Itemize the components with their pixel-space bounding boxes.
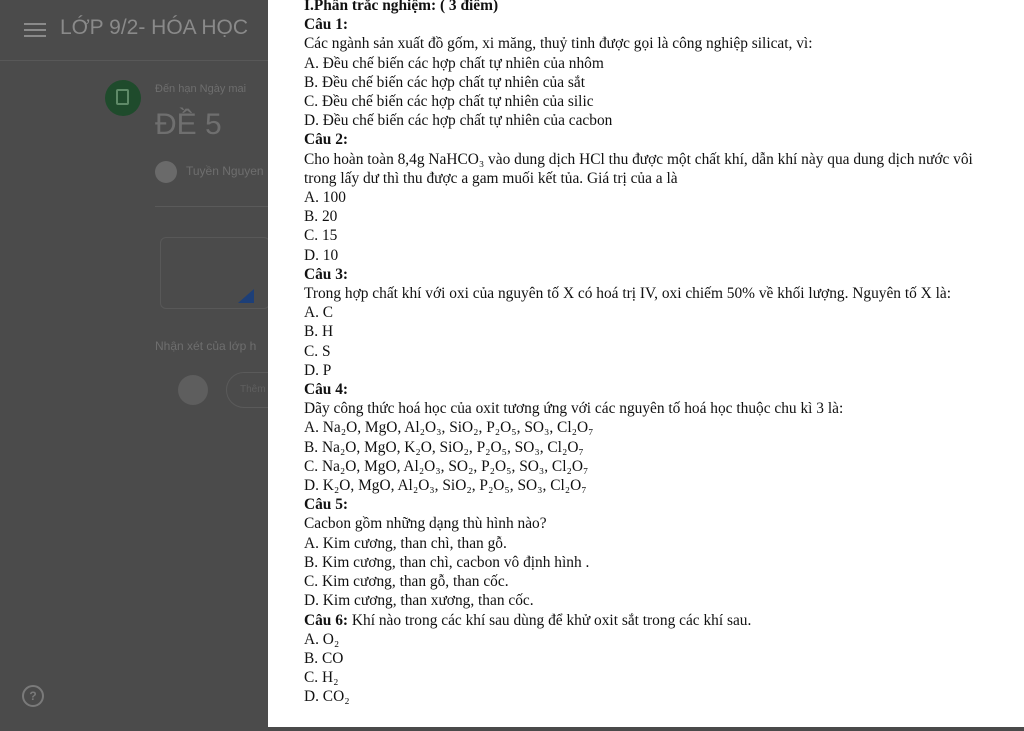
answer-option: A. O₂	[304, 630, 340, 648]
question-text: Cho hoàn toàn 8,4g NaHCO₃ vào dung dịch HCl thu được một chất khí, dẫn khí này qua dung dịch nước vôi trong lấy dư thì thu được a gam muối kết tủa. Giá trị của a là	[304, 150, 973, 187]
question-line	[304, 611, 1004, 630]
question-title: Câu 2:	[304, 131, 349, 149]
answer-option: D. CO₂	[304, 688, 350, 706]
user-avatar	[178, 375, 208, 405]
section-title: I.Phần trắc nghiệm: ( 3 điểm)	[304, 0, 499, 14]
hamburger-menu-icon[interactable]	[24, 20, 46, 38]
divider	[155, 206, 268, 207]
assignment-icon	[105, 80, 141, 116]
assignment-title: ĐỀ 5	[155, 108, 222, 141]
author-avatar	[155, 161, 177, 183]
class-comments-label: Nhận xét của lớp h	[155, 339, 257, 353]
question-title: Câu 5:	[304, 496, 349, 514]
viewer-bottom-edge	[268, 727, 1024, 731]
answer-option: D. K₂O, MgO, Al₂O₃, SiO₂, P₂O₅, SO₃, Cl₂O₇	[304, 477, 587, 495]
author-name: Tuyền Nguyen	[186, 164, 264, 178]
document-page	[304, 0, 1004, 707]
answer-option: D. 10	[304, 246, 339, 264]
answer-option: A. Đều chế biến các hợp chất tự nhiên của nhôm	[304, 54, 604, 72]
answer-option: B. 20	[304, 208, 338, 226]
answer-option: C. Đều chế biến các hợp chất tự nhiên của silic	[304, 93, 594, 111]
answer-option: B. CO	[304, 649, 344, 667]
question-title: Câu 3:	[304, 265, 349, 283]
classroom-top-bar	[0, 0, 268, 61]
question-title: Câu 6:	[304, 611, 349, 629]
help-icon[interactable]: ?	[22, 685, 44, 707]
answer-option: D. P	[304, 361, 332, 379]
answer-option: B. H	[304, 323, 334, 341]
question-text: Khí nào trong các khí sau dùng để khử oxit sắt trong các khí sau.	[351, 611, 752, 629]
answer-option: A. 100	[304, 189, 346, 207]
answer-option: D. Đều chế biến các hợp chất tự nhiên của cacbon	[304, 112, 613, 130]
answer-option: A. Kim cương, than chì, than gỗ.	[304, 534, 507, 552]
comment-placeholder: Thêm	[240, 384, 266, 395]
answer-option: C. Na₂O, MgO, Al₂O₃, SO₂, P₂O₅, SO₃, Cl₂O₇	[304, 457, 589, 475]
answer-option: C. H₂	[304, 669, 339, 687]
answer-option: B. Đều chế biến các hợp chất tự nhiên của sắt	[304, 73, 586, 91]
answer-option: C. 15	[304, 227, 338, 245]
due-date: Đến hạn Ngày mai	[155, 83, 247, 95]
question-text: Cacbon gồm những dạng thù hình nào?	[304, 515, 547, 533]
class-title[interactable]: LỚP 9/2- HÓA HỌC	[60, 16, 249, 39]
question-text: Các ngành sản xuất đồ gốm, xi măng, thuỷ tinh được gọi là công nghiệp silicat, vì:	[304, 35, 813, 53]
answer-option: B. Na₂O, MgO, K₂O, SiO₂, P₂O₅, SO₃, Cl₂O₇	[304, 438, 584, 456]
answer-option: C. S	[304, 342, 331, 360]
answer-option: A. Na₂O, MgO, Al₂O₃, SiO₂, P₂O₅, SO₃, Cl₂O₇	[304, 419, 594, 437]
question-title: Câu 4:	[304, 381, 349, 399]
answer-option: C. Kim cương, than gỗ, than cốc.	[304, 573, 509, 591]
question-title: Câu 1:	[304, 16, 349, 34]
doc-file-icon	[238, 289, 254, 303]
answer-option: A. C	[304, 304, 334, 322]
question-text: Dãy công thức hoá học của oxit tương ứng với các nguyên tố hoá học thuộc chu kì 3 là:	[304, 400, 844, 418]
document-viewer[interactable]	[268, 0, 1024, 728]
answer-option: D. Kim cương, than xương, than cốc.	[304, 592, 534, 610]
question-text: Trong hợp chất khí với oxi của nguyên tố X có hoá trị IV, oxi chiếm 50% về khối lượng. Nguyên tố X là:	[304, 285, 952, 303]
answer-option: B. Kim cương, than chì, cacbon vô định hình .	[304, 553, 590, 571]
